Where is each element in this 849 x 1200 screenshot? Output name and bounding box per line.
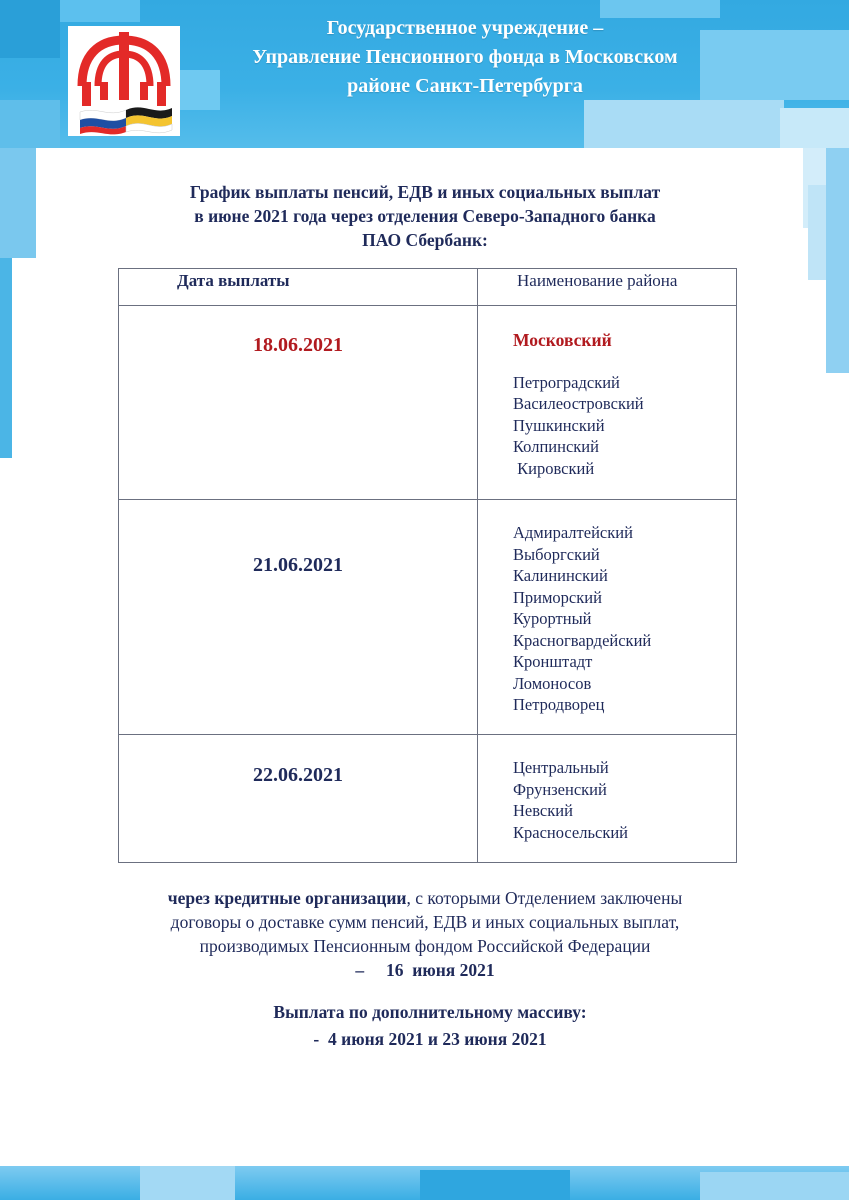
schedule-title-line: в июне 2021 года через отделения Северо-Западного банка xyxy=(194,206,656,226)
district-list-cell xyxy=(478,306,737,500)
district-item: Петродворец xyxy=(513,695,605,714)
schedule-title-line: График выплаты пенсий, ЕДВ и иных социальных выплат xyxy=(189,182,661,202)
credit-note-text: договоры о доставке сумм пенсий, ЕДВ и иных социальных выплат, xyxy=(170,912,680,932)
organization-title xyxy=(205,14,725,101)
credit-note-lead: через кредитные организации xyxy=(167,888,407,908)
credit-payment-date: – 16 июня 2021 xyxy=(355,960,495,980)
district-item: Калининский xyxy=(513,566,608,585)
table-row xyxy=(119,735,737,863)
payment-date: 18.06.2021 xyxy=(253,334,343,356)
district-item: Ломоносов xyxy=(513,673,592,693)
deco-tile xyxy=(700,1172,849,1200)
additional-payments-dates: - 4 июня 2021 и 23 июня 2021 xyxy=(313,1029,547,1049)
credit-note-text: , с которыми Отделением заключены xyxy=(406,888,683,908)
payment-date: 21.06.2021 xyxy=(253,554,343,576)
district-list-cell xyxy=(478,735,737,863)
district-item: Невский xyxy=(513,801,573,820)
district-item: Приморский xyxy=(513,587,602,607)
column-header-district: Наименование района xyxy=(478,269,737,306)
schedule-title-line: ПАО Сбербанк: xyxy=(362,230,488,250)
deco-tile xyxy=(140,1166,235,1200)
district-item: Василеостровский xyxy=(513,394,644,413)
district-highlight: Московский xyxy=(513,330,612,350)
table-row xyxy=(119,306,737,500)
payment-date: 22.06.2021 xyxy=(253,764,343,786)
right-stripe xyxy=(826,148,849,373)
district-item: Кировский xyxy=(513,458,595,478)
pfr-logo xyxy=(68,26,180,136)
deco-tile xyxy=(584,100,784,148)
deco-tile xyxy=(0,148,36,258)
credit-organizations-note xyxy=(110,886,740,982)
district-item: Адмиралтейский xyxy=(513,523,633,542)
table-header-row xyxy=(119,269,737,306)
district-item: Выборгский xyxy=(513,544,600,564)
deco-tile xyxy=(780,108,849,148)
deco-tile xyxy=(420,1170,570,1200)
payment-date-cell xyxy=(119,306,478,500)
payment-date-cell xyxy=(119,500,478,735)
table-row xyxy=(119,500,737,735)
additional-payments-title: Выплата по дополнительному массиву: xyxy=(273,1002,587,1022)
column-header-date: Дата выплаты xyxy=(119,269,478,306)
org-title-line: Управление Пенсионного фонда в Московском xyxy=(252,46,678,68)
district-item: Красногвардейский xyxy=(513,630,652,650)
deco-tile xyxy=(60,0,140,22)
pfr-logo-icon xyxy=(68,26,180,136)
district-item: Колпинский xyxy=(513,437,599,456)
deco-tile xyxy=(808,185,826,280)
district-item: Центральный xyxy=(513,758,609,777)
deco-tile xyxy=(0,100,60,148)
district-item: Пушкинский xyxy=(513,415,605,435)
district-item: Кронштадт xyxy=(513,652,593,671)
credit-note-text: производимых Пенсионным фондом Российской Федерации xyxy=(199,936,651,956)
district-list-cell xyxy=(478,500,737,735)
district-item: Курортный xyxy=(513,609,592,628)
schedule-title xyxy=(110,180,740,252)
deco-tile xyxy=(0,0,60,58)
payment-schedule-table xyxy=(118,268,737,863)
district-item: Фрунзенский xyxy=(513,779,607,799)
payment-date-cell xyxy=(119,735,478,863)
district-item: Петроградский xyxy=(513,372,620,392)
district-item: Красносельский xyxy=(513,822,629,842)
org-title-line: районе Санкт-Петербурга xyxy=(347,75,583,97)
org-title-line: Государственное учреждение – xyxy=(326,17,604,39)
